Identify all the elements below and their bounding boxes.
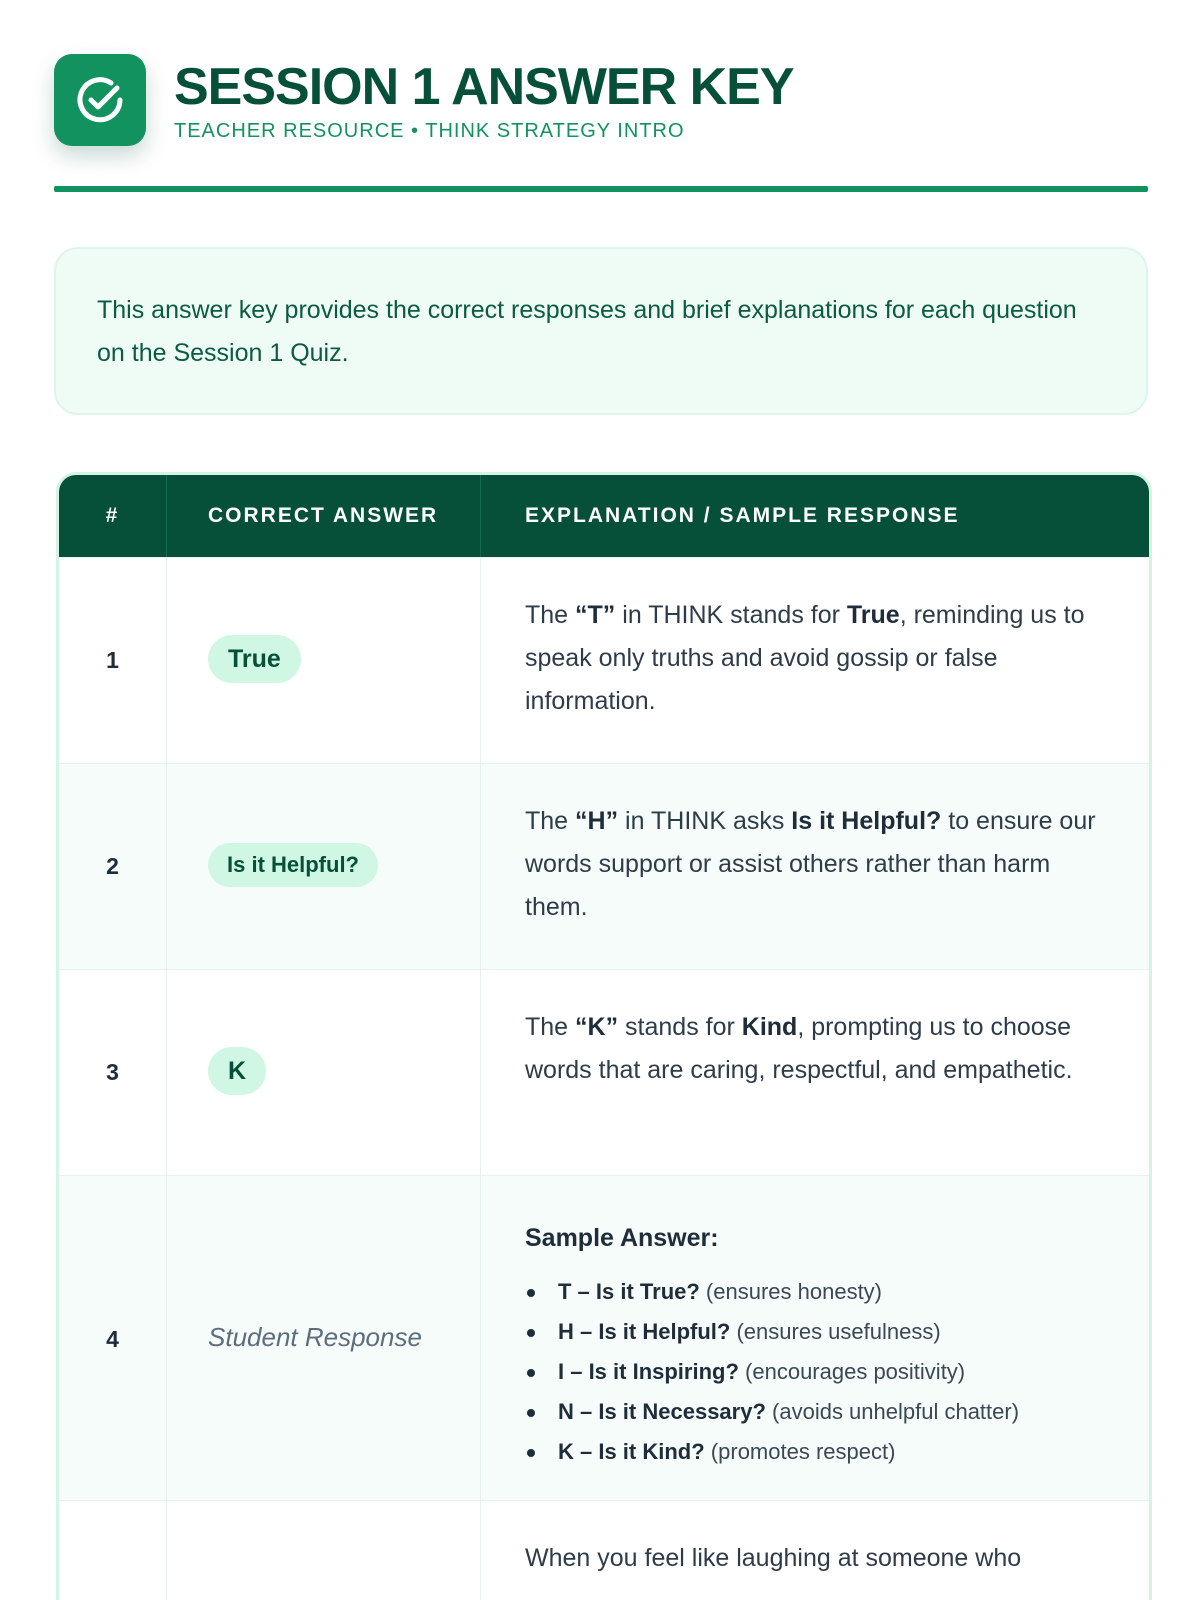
header-divider xyxy=(54,186,1148,192)
header-explanation: EXPLANATION / SAMPLE RESPONSE xyxy=(525,504,960,527)
column-divider xyxy=(480,557,481,1600)
table-row xyxy=(59,557,1149,764)
column-divider xyxy=(166,475,167,557)
page-subtitle: TEACHER RESOURCE • THINK STRATEGY INTRO xyxy=(174,120,685,142)
answer-badge: Is it Helpful? xyxy=(208,843,378,887)
student-response-label: Student Response xyxy=(208,1322,422,1352)
explanation-text: When you feel like laughing at someone who xyxy=(525,1544,1022,1572)
table-row xyxy=(59,1500,1149,1600)
answer-table xyxy=(56,472,1152,1600)
answer-badge: True xyxy=(208,635,301,683)
list-item: I – Is it Inspiring? (encourages positivity) xyxy=(525,1352,1105,1392)
table-header xyxy=(59,475,1149,557)
row-number: 1 xyxy=(106,647,119,673)
list-item: H – Is it Helpful? (ensures usefulness) xyxy=(525,1312,1105,1352)
header-correct-answer: CORRECT ANSWER xyxy=(208,504,439,527)
intro-callout xyxy=(54,247,1148,415)
answer-badge: K xyxy=(208,1047,266,1095)
list-item: N – Is it Necessary? (avoids unhelpful chatter) xyxy=(525,1392,1105,1432)
table-row xyxy=(59,763,1149,970)
explanation-text: The “T” in THINK stands for True, reminding us to speak only truths and avoid gossip or false information. xyxy=(525,601,1085,715)
page-title: SESSION 1 ANSWER KEY xyxy=(174,58,794,116)
row-number: 2 xyxy=(106,853,119,879)
table-row xyxy=(59,969,1149,1176)
list-item: T – Is it True? (ensures honesty) xyxy=(525,1272,1105,1312)
row-number: 3 xyxy=(106,1059,119,1085)
sample-answer-title: Sample Answer: xyxy=(525,1224,719,1252)
check-circle-icon xyxy=(54,54,146,146)
sample-answer xyxy=(525,1222,1105,1472)
think-list xyxy=(525,1272,1105,1472)
explanation-text: The “K” stands for Kind, prompting us to choose words that are caring, respectful, and empathetic. xyxy=(525,1013,1073,1084)
column-divider xyxy=(166,557,167,1600)
table-row xyxy=(59,1175,1149,1501)
explanation-text: The “H” in THINK asks Is it Helpful? to ensure our words support or assist others rather than harm them. xyxy=(525,807,1096,921)
header-num: # xyxy=(105,504,120,527)
row-number: 4 xyxy=(106,1326,119,1352)
column-divider xyxy=(480,475,481,557)
page-header xyxy=(54,54,1148,194)
intro-text: This answer key provides the correct responses and brief explanations for each question on the Session 1 Quiz. xyxy=(97,296,1077,367)
list-item: K – Is it Kind? (promotes respect) xyxy=(525,1432,1105,1472)
